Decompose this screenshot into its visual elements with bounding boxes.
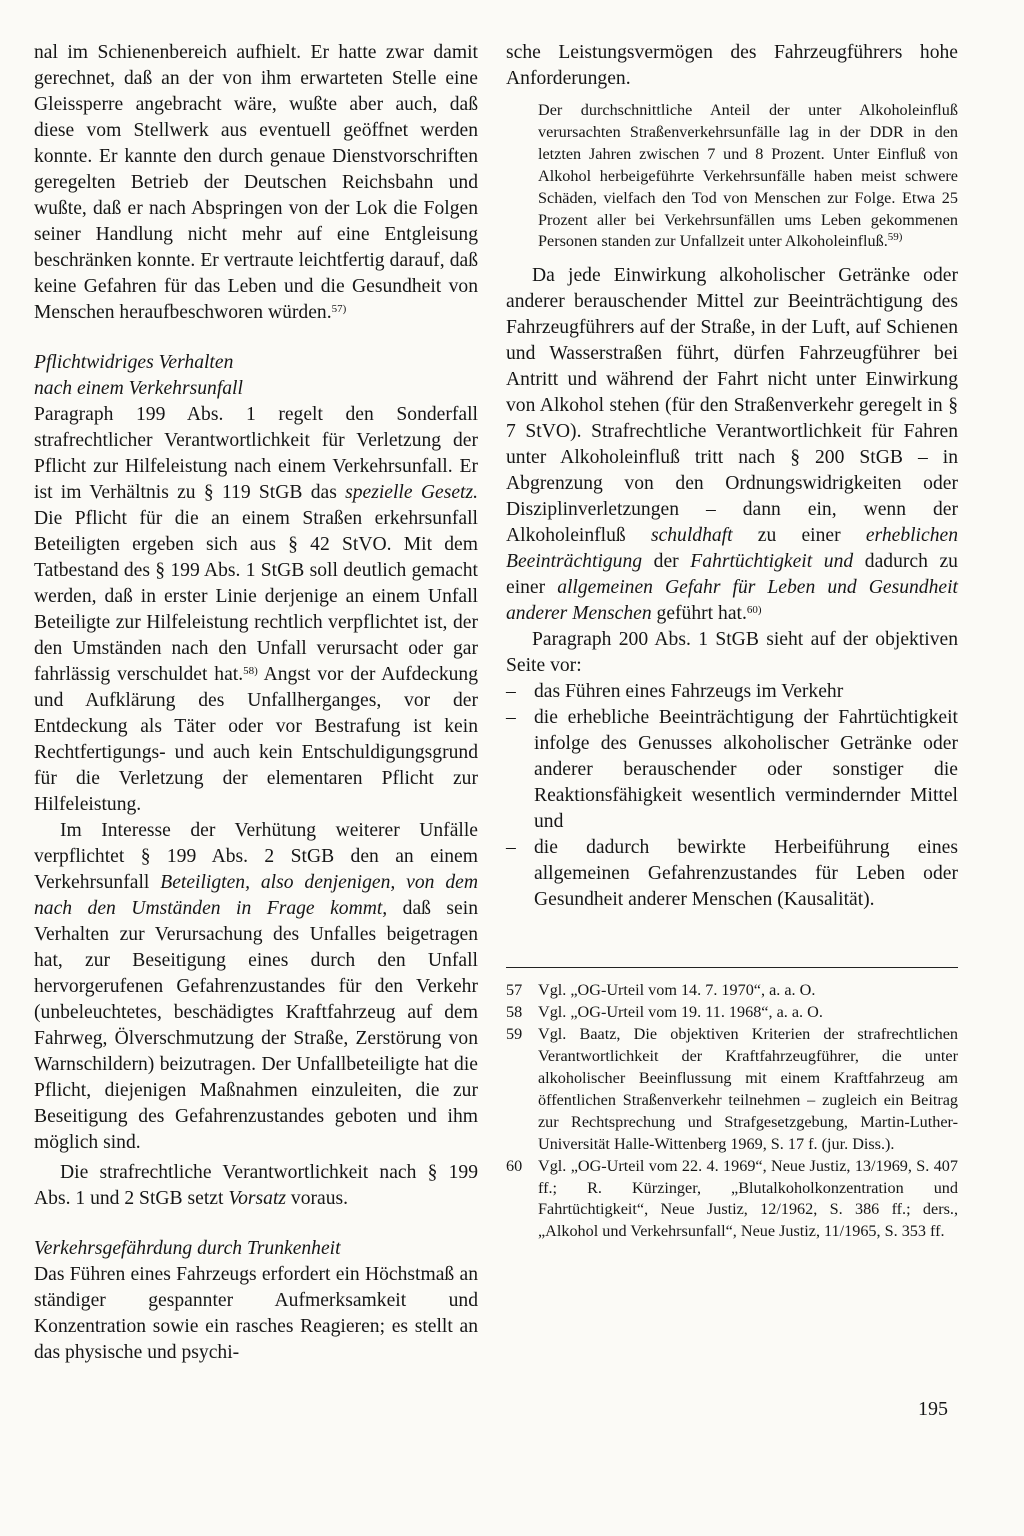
- paragraph: [506, 263, 958, 627]
- dash-marker: –: [506, 837, 516, 859]
- list-item-text: das Führen eines Fahrzeugs im Verkehr: [534, 681, 844, 703]
- text: Im Interesse der Verhütung weiterer Unfälle verpflichtet § 199 Abs. 2 StGB den an einem Verkehrsunfall: [34, 820, 478, 893]
- footnote-ref: 58): [243, 665, 258, 677]
- text: Die strafrechtliche Verantwortlichkeit nach § 199 Abs. 1 und 2 StGB setzt: [34, 1162, 478, 1209]
- text: dadurch zu einer: [506, 551, 958, 599]
- left-column: [34, 40, 478, 1366]
- footnote-text: Vgl. „OG-Urteil vom 19. 11. 1968“, a. a. O.: [538, 1003, 823, 1022]
- footnote-ref: 59): [887, 231, 903, 244]
- page-number: 195: [918, 1398, 948, 1420]
- heading-line: nach einem Verkehrsunfall: [34, 378, 243, 399]
- text: zu einer: [732, 525, 866, 547]
- footnote-number: 58: [506, 1003, 523, 1022]
- footnote-number: 57: [506, 981, 523, 1000]
- paragraph: Das Führen eines Fahrzeugs erfordert ein Höchstmaß an ständiger gespannter Aufmerksamkeit und Konzentration sowie ein rasches Reagieren; es stellt an das physische und psychi-: [34, 1264, 478, 1363]
- paragraph: [34, 1160, 478, 1212]
- emphasis: schuldhaft: [650, 525, 733, 547]
- emphasis: spezielle Gesetz.: [345, 482, 478, 503]
- footnote-text: Vgl. Baatz, Die objektiven Kriterien der strafrechtlichen Verantwortlichkeit der Kraftfahrzeugführer, die unter alkoholischer Beeinflussung mit einem Kraftfahrzeug am öffentlichen Straßenverkehr teilnehmen – zugleich ein Beitrag zur Rechtsprechung und Strafgesetzgebung, Martin-Luther-Universität Halle-Wittenberg 1969, S. 17 f. (jur. Diss.).: [538, 1025, 958, 1153]
- text: Der durchschnittliche Anteil der unter Alkoholeinfluß verursachten Straßenverkehrsunfälle lag in der DDR in den letzten Jahren zwischen 7 und 8 Prozent. Unter Einfluß von Alkohol herbeigeführte Verkehrsunfälle haben meist schwere Schäden, vielfach den Tod von Menschen zur Folge. Etwa 25 Prozent aller bei Verkehrsunfällen ums Leben gekommenen Personen standen zur Unfallzeit unter Alkoholeinfluß.: [538, 101, 958, 251]
- paragraph: [34, 818, 478, 1156]
- footnotes: [506, 980, 958, 1243]
- paragraph: Paragraph 200 Abs. 1 StGB sieht auf der objektiven Seite vor:: [506, 629, 958, 677]
- emphasis: Fahrtüchtigkeit und: [690, 551, 854, 573]
- dash-marker: –: [506, 707, 516, 729]
- list-item-text: die erhebliche Beeinträchtigung der Fahrtüchtigkeit infolge des Genusses alkoholischer Getränke oder anderer berauschender oder sonstiger die Reaktionsfähigkeit wesentlich vermindernder Mittel und: [534, 707, 958, 833]
- paragraph: [34, 402, 478, 818]
- footnote-divider: [506, 967, 958, 968]
- section-heading: Verkehrsgefährdung durch Trunkenheit: [34, 1238, 341, 1259]
- text: der: [642, 551, 691, 573]
- footnote-text: Vgl. „OG-Urteil vom 22. 4. 1969“, Neue Justiz, 13/1969, S. 407 ff.; R. Kürzinger, „Blutalkoholkonzentration und Fahrtüchtigkeit“, Neue Justiz, 12/1962, S. 386 ff.; ders., „Alkohol und Verkehrsunfall“, Neue Justiz, 11/1965, S. 353 ff.: [538, 1156, 958, 1241]
- footnote-ref: 57): [331, 303, 347, 315]
- list-item: [506, 705, 958, 835]
- emphasis: erheblichen Beeinträchtigung: [506, 525, 958, 573]
- text: nal im Schienenbereich aufhielt. Er hatte zwar damit gerechnet, daß an der von ihm erwarteten Stelle eine Gleissperre angebracht wäre, wußte aber auch, daß diese vom Stellwerk aus eventuell geöffnet werden konnte. Er kannte den durch genaue Dienstvorschriften geregelten Betrieb der Deutschen Reichsbahn und wußte, daß er nach Abspringen von der Lok die Folgen seiner Handlung nicht mehr auf eine Entgleisung beschränken konnte. Er vertraute leichtfertig darauf, daß keine Gefahren für das Leben und die Gesundheit von Menschen heraufbeschworen würden.: [34, 42, 478, 323]
- list-item: [506, 835, 958, 913]
- footnote: [506, 1024, 958, 1155]
- list-item-text: die dadurch bewirkte Herbeiführung eines allgemeinen Gefahrenzustandes für Leben oder Gesundheit anderer Menschen (Kausalität).: [534, 837, 958, 911]
- text: geführt hat.: [651, 603, 747, 625]
- text: Die Pflicht für die an einem Straßen erkehrsunfall Beteiligten ergeben sich aus § 42 StVO. Mit dem Tatbestand des § 199 Abs. 1 StGB soll deutlich gemacht werden, daß in erster Linie derjenige an einem Unfall Beteiligte zur Hilfeleistung rechtlich verpflichtet ist, der den Umständen nach den Unfall verursacht oder gar fahrlässig verschuldet hat.: [34, 508, 478, 685]
- right-column: [506, 40, 958, 1243]
- small-print-paragraph: [538, 100, 958, 253]
- footnote: [506, 980, 958, 1002]
- footnote-ref: 60): [746, 604, 762, 617]
- dash-list: [506, 679, 958, 913]
- text: Paragraph 199 Abs. 1 regelt den Sonderfall strafrechtlicher Verantwortlichkeit für Verletzung der Pflicht zur Hilfeleistung nach einem Verkehrsunfall. Er ist im Verhältnis zu § 119 StGB das: [34, 404, 478, 503]
- heading-line: Pflichtwidriges Verhalten: [34, 352, 234, 373]
- text: daß sein Verhalten zur Verursachung des Unfalles beigetragen hat, zur Beseitigung eines durch den Unfall hervorgerufenen Gefahrenzustandes für den Verkehr (unbeleuchtetes, beschädigtes Kraftfahrzeug auf dem Fahrweg, Ölverschmutzung der Straße, Zerstörung von Warnschildern) beizutragen. Der Unfallbeteiligte hat die Pflicht, diejenigen Maßnahmen einzuleiten, die zur Beseitigung des Gefahrenzustandes geboten und ihm möglich sind.: [34, 898, 478, 1153]
- footnote-text: Vgl. „OG-Urteil vom 14. 7. 1970“, a. a. O.: [538, 981, 816, 1000]
- footnote: [506, 1156, 958, 1244]
- list-item: [506, 679, 958, 705]
- text: Angst vor der Aufdeckung und Aufklärung des Unfallherganges, vor der Entdeckung als Täter oder vor Bestrafung ist kein Rechtfertigungs- und auch kein Entschuldigungsgrund für die Verletzung der elementaren Pflicht zur Hilfeleistung.: [34, 664, 479, 815]
- paragraph: sche Leistungsvermögen des Fahrzeugführers hohe Anforderungen.: [506, 42, 958, 89]
- emphasis: Vorsatz: [228, 1188, 287, 1209]
- text: voraus.: [286, 1188, 349, 1209]
- text: Da jede Einwirkung alkoholischer Getränke oder anderer berauschender Mittel zur Beeinträchtigung des Fahrzeugführers auf der Straße, in der Luft, auf Schienen und Wasserstraßen führt, dürfen Fahrzeugführer bei Antritt und während der Fahrt nicht unter Einwirkung von Alkohol stehen (für den Straßenverkehr geregelt in § 7 StVO). Strafrechtliche Verantwortlichkeit für Fahren unter Alkoholeinfluß tritt nach § 200 StGB – in Abgrenzung von den Ordnungswidrigkeiten oder Disziplinverletzungen – dann ein, wenn der Alkoholeinfluß: [506, 265, 958, 547]
- paragraph: [34, 40, 478, 326]
- dash-marker: –: [506, 681, 516, 703]
- footnote: [506, 1002, 958, 1024]
- section-heading: [34, 350, 478, 402]
- footnote-number: 60: [506, 1156, 523, 1175]
- emphasis: Beteiligten, also denjenigen, von dem nach den Umständen in Frage kommt,: [34, 872, 478, 919]
- footnote-number: 59: [506, 1025, 523, 1044]
- emphasis: allgemeinen Gefahr für Leben und Gesundheit anderer Menschen: [506, 577, 958, 625]
